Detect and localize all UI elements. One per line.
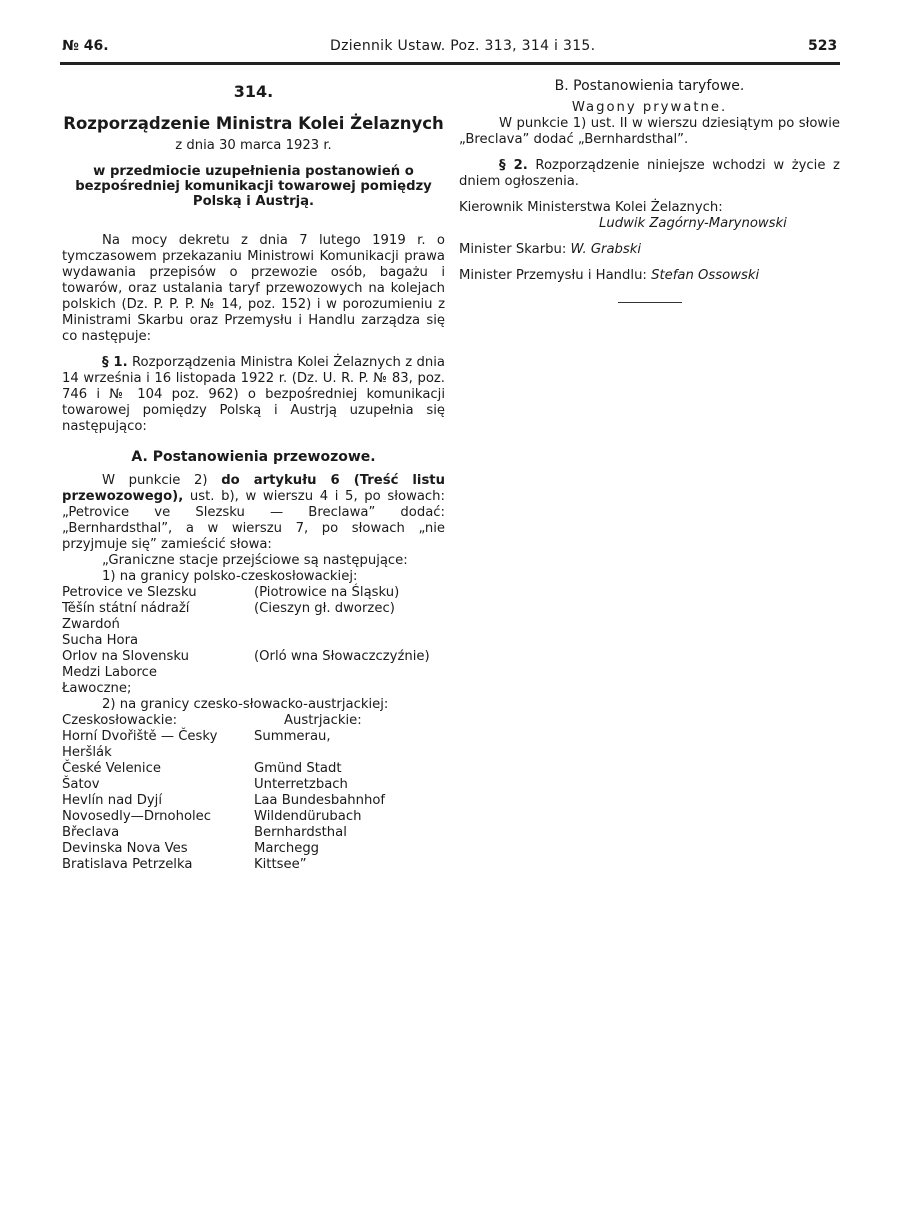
list-2-station-right: Marchegg [254,841,320,856]
section-b-text: W punkcie 1) ust. II w wierszu dziesiątym po słowie „Breclava” dodać „Bernhardsthal”. [459,116,840,147]
quote-intro: „Graniczne stacje przejściowe są następujące: [102,553,408,568]
section-b-heading: B. Postanowienia taryfowe. [554,78,745,94]
signature-1-role: Kierownik Ministerstwa Kolei Żelaznych: [459,200,723,215]
signature-3 [459,268,840,284]
list-1-station-right: (Orló wna Słowaczczyźnie) [254,649,430,664]
list-2-station-right: Gmünd Stadt [254,761,342,776]
list-1-station-right: (Cieszyn gł. dworzec) [254,601,395,616]
signature-3-role: Minister Przemysłu i Handlu: [459,268,652,283]
list-2-row [62,825,445,841]
signature-2-name: W. Grabski [570,242,642,257]
list-1-row [62,617,445,633]
list-2-station-left: Bratislava Petrzelka [62,857,193,872]
list-1-station-left: Petrovice ve Slezsku [62,585,197,600]
left-column [62,78,445,873]
list-2-station-left: Hevlín nad Dyjí [62,793,163,808]
list-2-row [62,793,445,809]
list-1-table [62,585,445,697]
list-2-station-right: Laa Bundesbahnhof [254,793,386,808]
list-1-station-right [254,665,445,681]
header-rule [60,62,840,65]
list-2-station-right: Summerau, [254,729,331,744]
list-2-station-left: Šatov [62,777,100,792]
list-2-row [62,729,445,761]
list-2-row [62,777,445,793]
list-2-station-left: Devinska Nova Ves [62,841,188,856]
list-1-row [62,665,445,681]
regulation-title: Rozporządzenie Ministra Kolei Żelaznych [63,114,444,133]
paragraph-1 [62,355,445,435]
list-1-station-right: (Piotrowice na Śląsku) [254,585,400,600]
section-a-text-2: ust. b), w wierszu 4 i 5, po słowach: „Petrovice ve Slezsku — Breclawa” dodać: „Bernhardsthal”, a w wierszu 7, po słowach „nie przyjmuje się” zamieścić słowa: [62,489,445,552]
paragraph-2 [459,158,840,190]
list-1-row [62,585,445,601]
list-1-station-right [254,681,445,697]
list-2-station-right: Wildendürubach [254,809,362,824]
list-2-row [62,809,445,825]
list-1-row [62,649,445,665]
regulation-subject: w przedmiocie uzupełnienia postanowień o bezpośredniej komunikacji towarowej pomiędzy Polską i Austrją. [75,164,432,209]
list-2-heading: 2) na granicy czesko-słowacko-austrjackiej: [102,697,389,712]
list-1-row [62,601,445,617]
section-a-text-bold: do artykułu 6 (Treść listu przewozowego), [62,473,445,504]
list-2-column-head-czech: Czeskosłowackie: [62,713,178,728]
preamble: Na mocy dekretu z dnia 7 lutego 1919 r. o tymczasowem przekazaniu Ministrowi Komunikacji prawa wydawania przepisów o przewozie osób, bagażu i towarów, oraz ustalania taryf przewozowych na kolejach polskich (Dz. P. P. P. № 14, poz. 152) i w porozumieniu z Ministrami Skarbu oraz Przemysłu i Handlu zarządza się co następuje: [62,233,445,344]
paragraph-2-mark: § 2. [499,158,528,173]
list-2-table [62,713,445,873]
regulation-number: 314. [233,82,274,101]
section-b-subheading: Wagony prywatne. [571,100,728,115]
list-1-station-left: Medzi Laborce [62,665,158,680]
list-2-station-left: Horní Dvořiště — Česky Heršlák [62,729,218,760]
section-a-text [62,473,445,553]
signature-1-name: Ludwik Zagórny-Marynowski [599,216,787,231]
list-2-station-right: Bernhardsthal [254,825,347,840]
end-rule [618,302,682,303]
list-1-row [62,681,445,697]
list-1-row [62,633,445,649]
right-column [459,78,840,303]
list-2-station-left: Novosedly—Drnoholec [62,809,212,824]
list-2-column-head-austrian: Austrjackie: [284,713,362,728]
paragraph-1-mark: § 1. [102,355,128,370]
list-1-station-right [254,617,445,633]
list-1-station-left: Těšín státní nádraží [62,601,190,616]
issue-number: № 46. [62,38,109,54]
signature-2 [459,242,840,258]
signature-3-name: Stefan Ossowski [651,268,760,283]
paragraph-1-text: Rozporządzenia Ministra Kolei Żelaznych z dnia 14 września i 16 listopada 1922 r. (Dz. U. R. P. № 83, poz. 746 i № 104 poz. 962) o bezpośredniej komunikacji towarowej pomiędzy Polską i Austrją uzupełnia się następująco: [62,355,445,434]
list-1-station-left: Orlov na Slovensku [62,649,190,664]
list-1-station-right [254,633,445,649]
list-2-station-left: České Velenice [62,761,161,776]
list-1-heading: 1) na granicy polsko-czeskosłowackiej: [102,569,358,584]
section-a-text-1: W punkcie 2) [102,473,222,488]
list-2-column-heads [62,713,445,729]
paragraph-2-text: Rozporządzenie niniejsze wchodzi w życie z dniem ogłoszenia. [459,158,840,189]
list-2-row [62,761,445,777]
journal-title: Dziennik Ustaw. Poz. 313, 314 i 315. [330,38,596,54]
list-2-station-right: Unterretzbach [254,777,348,792]
page-number: 523 [808,38,838,54]
list-1-station-left: Zwardoń [62,617,120,632]
list-2-row [62,857,445,873]
list-2-station-right: Kittsee” [254,857,307,872]
list-2-station-left: Břeclava [62,825,120,840]
section-a-heading: A. Postanowienia przewozowe. [131,449,376,465]
list-1-station-left: Sucha Hora [62,633,139,648]
list-2-row [62,841,445,857]
list-1-station-left: Ławoczne; [62,681,132,696]
signature-2-role: Minister Skarbu: [459,242,571,257]
regulation-date: z dnia 30 marca 1923 r. [175,138,332,153]
